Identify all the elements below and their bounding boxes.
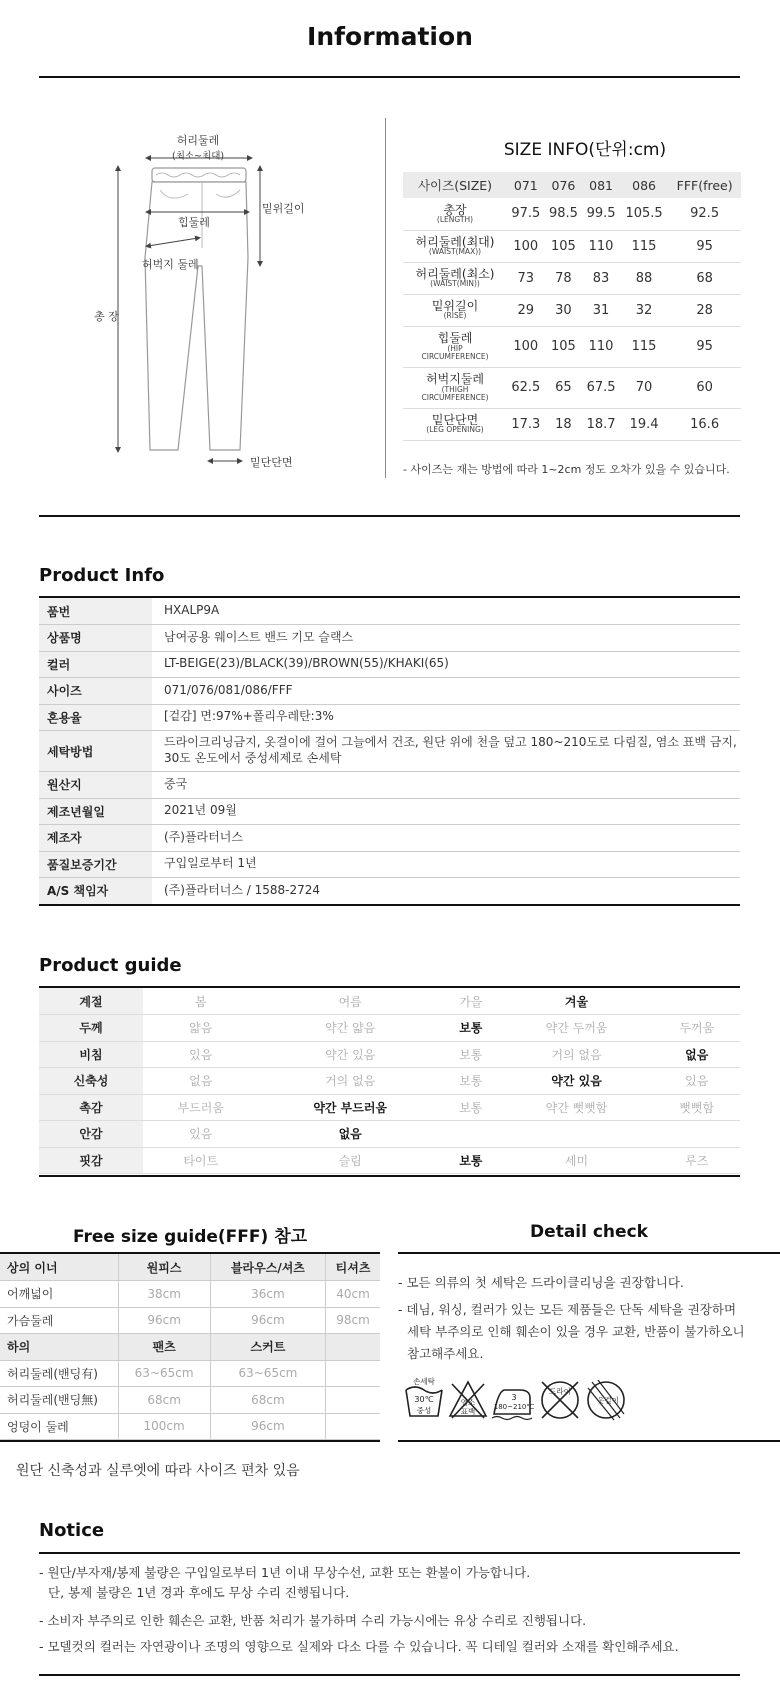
info-value: 남여공용 웨이스트 밴드 기모 슬랙스 <box>152 625 740 652</box>
guide-key: 안감 <box>39 1121 143 1148</box>
guide-option: 보통 <box>442 1068 500 1095</box>
detail-line: - 데님, 워싱, 컬러가 있는 모든 제품들은 단독 세탁을 권장하며 <box>398 1302 737 1317</box>
cell: 65 <box>545 367 583 408</box>
guide-option: 없음 <box>143 1068 258 1095</box>
notice-title: Notice <box>39 1520 105 1541</box>
info-value: (주)플라터너스 / 1588-2724 <box>152 878 740 905</box>
free-size-title: Free size guide(FFF) 참고 <box>72 1227 308 1247</box>
cell: 68 <box>668 262 741 294</box>
cell: 엉덩이 둘레 <box>0 1413 118 1440</box>
cell: 60 <box>668 367 741 408</box>
detail-line: 세탁 부주의로 인해 훼손이 있을 경우 교환, 반품이 불가하오니 <box>407 1324 745 1339</box>
cell: 29 <box>507 294 545 326</box>
cell: 30 <box>545 294 583 326</box>
guide-option <box>653 1121 740 1148</box>
guide-option: 보통 <box>442 1094 500 1121</box>
row-sublabel: (WAIST(MIN)) <box>430 279 480 289</box>
row-label: 밑단단면 <box>431 412 479 427</box>
guide-option: 약간 두꺼움 <box>500 1015 654 1042</box>
cell: 92.5 <box>668 198 741 230</box>
divider <box>398 1440 780 1442</box>
row-sublabel: CIRCUMFERENCE) <box>421 351 489 361</box>
total-length-label: 총 장 <box>94 310 119 323</box>
table-row <box>39 704 740 731</box>
info-value: LT-BEIGE(23)/BLACK(39)/BROWN(55)/KHAKI(65) <box>152 651 740 678</box>
table-header-row <box>0 1254 380 1281</box>
table-row <box>39 1094 740 1121</box>
table-row <box>39 625 740 652</box>
cell: 105 <box>545 326 583 367</box>
size-table <box>403 172 741 441</box>
cell: 17.3 <box>507 408 545 440</box>
cell: 95 <box>668 326 741 367</box>
cell: 허리둘레(밴딩無) <box>0 1387 118 1414</box>
cell: 28 <box>668 294 741 326</box>
row-sublabel: (THIGH <box>441 384 469 394</box>
cell: 110 <box>582 326 620 367</box>
info-value: 구입일로부터 1년 <box>152 851 740 878</box>
information-title: Information <box>307 22 473 51</box>
leg-opening-label: 밑단단면 <box>250 456 293 469</box>
size-note: - 사이즈는 재는 방법에 따라 1~2cm 정도 오차가 있을 수 있습니다. <box>403 463 730 476</box>
cell: 83 <box>582 262 620 294</box>
pants-size-diagram <box>90 134 380 478</box>
iron-icon: 3 180~210℃ <box>490 1378 534 1422</box>
info-value: 071/076/081/086/FFF <box>152 678 740 705</box>
table-row <box>39 598 740 625</box>
guide-option-selected: 없음 <box>653 1041 740 1068</box>
row-sublabel: (HIP <box>447 343 463 353</box>
table-row <box>39 651 740 678</box>
row-sublabel: (RISE) <box>443 311 467 321</box>
cell: 99.5 <box>582 198 620 230</box>
cell: 티셔츠 <box>326 1254 380 1281</box>
info-value: HXALP9A <box>152 598 740 625</box>
row-sublabel: CIRCUMFERENCE) <box>421 392 489 402</box>
table-row <box>0 1307 380 1334</box>
cell: 115 <box>620 326 668 367</box>
row-label: 총장 <box>443 202 467 217</box>
info-key: 원산지 <box>39 772 152 799</box>
size-header: 076 <box>545 172 583 198</box>
pants-outline-icon <box>90 138 380 478</box>
size-header: FFF(free) <box>668 172 741 198</box>
guide-option-selected: 약간 있음 <box>500 1068 654 1095</box>
cell: 100cm <box>118 1413 210 1440</box>
info-key: 품질보증기간 <box>39 851 152 878</box>
cell: 70 <box>620 367 668 408</box>
cell: 88 <box>620 262 668 294</box>
row-label: 허벅지둘레 <box>426 372 484 387</box>
table-row <box>0 1360 380 1387</box>
info-value: 중국 <box>152 772 740 799</box>
product-guide-title: Product guide <box>39 955 182 976</box>
divider <box>39 76 740 78</box>
product-info-table <box>39 598 740 905</box>
info-key: 상품명 <box>39 625 152 652</box>
cell: 63~65cm <box>210 1360 325 1387</box>
guide-key: 촉감 <box>39 1094 143 1121</box>
info-key: 제조년월일 <box>39 798 152 825</box>
guide-option: 거의 없음 <box>500 1041 654 1068</box>
table-row <box>39 731 740 772</box>
guide-option: 거의 없음 <box>258 1068 442 1095</box>
cell: 62.5 <box>507 367 545 408</box>
table-row <box>403 326 741 367</box>
table-header-row <box>0 1334 380 1361</box>
cell: 40cm <box>326 1281 380 1308</box>
info-key: 세탁방법 <box>39 731 152 772</box>
guide-option: 봄 <box>143 988 258 1015</box>
cell: 96cm <box>210 1413 325 1440</box>
detail-line: 참고해주세요. <box>407 1346 484 1361</box>
info-key: 사이즈 <box>39 678 152 705</box>
cell: 원피스 <box>118 1254 210 1281</box>
hang-dry-shade-icon: 옷걸이 <box>584 1378 628 1422</box>
size-header: 081 <box>582 172 620 198</box>
divider <box>39 515 740 517</box>
cell: 38cm <box>118 1281 210 1308</box>
cell: 68cm <box>210 1387 325 1414</box>
table-row <box>403 262 741 294</box>
guide-key: 계절 <box>39 988 143 1015</box>
guide-option-selected: 보통 <box>442 1147 500 1174</box>
cell: 67.5 <box>582 367 620 408</box>
guide-option <box>653 988 740 1015</box>
table-row <box>403 367 741 408</box>
table-row <box>39 678 740 705</box>
detail-line: - 모든 의류의 첫 세탁은 드라이클리닝을 권장합니다. <box>398 1275 684 1290</box>
table-row <box>39 1015 740 1042</box>
info-key: 컬러 <box>39 651 152 678</box>
cell: 허리둘레(밴딩有) <box>0 1360 118 1387</box>
cell <box>326 1413 380 1440</box>
detail-check-text <box>398 1272 780 1365</box>
cell <box>326 1387 380 1414</box>
row-sublabel: (WAIST(MAX)) <box>428 247 482 257</box>
cell: 100 <box>507 326 545 367</box>
cell: 95 <box>668 230 741 262</box>
table-row <box>0 1387 380 1414</box>
info-key: 제조자 <box>39 825 152 852</box>
vertical-divider <box>385 118 386 478</box>
guide-option: 보통 <box>442 1041 500 1068</box>
cell <box>326 1334 380 1361</box>
info-value: 드라이크리닝금지, 옷걸이에 걸어 그늘에서 건조, 원단 위에 천을 덮고 180~210도로 다림질, 염소 표백 금지, 30도 온도에서 중성세제로 손세탁 <box>152 731 740 772</box>
cell: 16.6 <box>668 408 741 440</box>
cell: 97.5 <box>507 198 545 230</box>
table-row <box>39 825 740 852</box>
guide-option: 가을 <box>442 988 500 1015</box>
row-label: 허리둘레(최소) <box>415 266 495 281</box>
info-value: (주)플라터너스 <box>152 825 740 852</box>
table-row <box>39 851 740 878</box>
cell: 상의 이너 <box>0 1254 118 1281</box>
info-value: 2021년 09월 <box>152 798 740 825</box>
cell: 96cm <box>210 1307 325 1334</box>
free-size-note: 원단 신축성과 실루엣에 따라 사이즈 편차 있음 <box>16 1463 300 1479</box>
row-sublabel: (LENGTH) <box>436 215 474 225</box>
table-row <box>0 1413 380 1440</box>
guide-option: 세미 <box>500 1147 654 1174</box>
table-row <box>403 230 741 262</box>
notice-line: 단, 봉제 불량은 1년 경과 후에도 무상 수리 진행됩니다. <box>48 1585 350 1600</box>
notice-line: - 소비자 부주의로 인한 훼손은 교환, 반품 처리가 불가하며 수리 가능시에는 유상 수리로 진행됩니다. <box>39 1613 587 1628</box>
guide-option: 있음 <box>143 1121 258 1148</box>
notice-line: - 모델컷의 컬러는 자연광이나 조명의 영향으로 실제와 다소 다를 수 있습니다. 꼭 디테일 컬러와 소재를 확인해주세요. <box>39 1639 679 1654</box>
cell: 어깨넓이 <box>0 1281 118 1308</box>
row-label: 허리둘레(최대) <box>415 234 495 249</box>
cell: 105 <box>545 230 583 262</box>
table-row <box>39 1068 740 1095</box>
guide-option-selected: 보통 <box>442 1015 500 1042</box>
guide-key: 두께 <box>39 1015 143 1042</box>
table-row <box>0 1281 380 1308</box>
table-row <box>403 198 741 230</box>
info-value: [겉감] 면:97%+폴리우레탄:3% <box>152 704 740 731</box>
table-row <box>39 1121 740 1148</box>
waist-label: 허리둘레 (최소~최대) <box>172 134 225 162</box>
table-row <box>403 408 741 440</box>
size-info-title: SIZE INFO(단위:cm) <box>503 140 667 160</box>
notice-text <box>39 1560 739 1660</box>
guide-option <box>442 1121 500 1148</box>
notice-line: - 원단/부자재/봉제 불량은 구입일로부터 1년 이내 무상수선, 교환 또는 환불이 가능합니다. <box>39 1565 531 1580</box>
guide-option-selected: 약간 부드러움 <box>258 1094 442 1121</box>
cell: 하의 <box>0 1334 118 1361</box>
cell: 63~65cm <box>118 1360 210 1387</box>
guide-option: 두꺼움 <box>653 1015 740 1042</box>
divider <box>39 1175 740 1177</box>
cell: 19.4 <box>620 408 668 440</box>
cell: 18 <box>545 408 583 440</box>
table-row <box>403 294 741 326</box>
guide-option: 얇음 <box>143 1015 258 1042</box>
guide-option: 있음 <box>143 1041 258 1068</box>
divider <box>39 904 740 906</box>
cell: 36cm <box>210 1281 325 1308</box>
row-sublabel: (LEG OPENING) <box>426 425 484 435</box>
guide-key: 비침 <box>39 1041 143 1068</box>
guide-key: 핏감 <box>39 1147 143 1174</box>
guide-option: 슬림 <box>258 1147 442 1174</box>
cell: 31 <box>582 294 620 326</box>
no-bleach-icon: 염소 표백 <box>446 1378 490 1422</box>
cell: 105.5 <box>620 198 668 230</box>
guide-key: 신축성 <box>39 1068 143 1095</box>
size-header: 086 <box>620 172 668 198</box>
guide-option: 있음 <box>653 1068 740 1095</box>
table-row <box>39 1041 740 1068</box>
cell: 98cm <box>326 1307 380 1334</box>
cell: 96cm <box>118 1307 210 1334</box>
guide-option: 뻣뻣함 <box>653 1094 740 1121</box>
cell: 115 <box>620 230 668 262</box>
cell: 팬츠 <box>118 1334 210 1361</box>
hand-wash-icon: 손세탁 30℃ 중성 <box>402 1378 446 1422</box>
cell: 73 <box>507 262 545 294</box>
cell: 98.5 <box>545 198 583 230</box>
row-label: 힙둘레 <box>437 331 473 346</box>
cell: 18.7 <box>582 408 620 440</box>
guide-option-selected: 겨울 <box>500 988 654 1015</box>
guide-option: 여름 <box>258 988 442 1015</box>
size-header: 071 <box>507 172 545 198</box>
guide-option: 약간 뻣뻣함 <box>500 1094 654 1121</box>
cell: 78 <box>545 262 583 294</box>
divider <box>39 1552 740 1554</box>
guide-option: 부드러움 <box>143 1094 258 1121</box>
cell <box>326 1360 380 1387</box>
product-info-title: Product Info <box>39 565 165 586</box>
info-key: 혼용율 <box>39 704 152 731</box>
thigh-label: 허벅지 둘레 <box>142 258 199 271</box>
divider <box>398 1252 780 1254</box>
cell: 스커트 <box>210 1334 325 1361</box>
table-row <box>39 878 740 905</box>
cell: 100 <box>507 230 545 262</box>
table-row <box>39 798 740 825</box>
cell: 32 <box>620 294 668 326</box>
table-row <box>39 1147 740 1174</box>
free-size-table <box>0 1254 380 1440</box>
info-key: 품번 <box>39 598 152 625</box>
product-guide-table <box>39 988 740 1174</box>
guide-option-selected: 없음 <box>258 1121 442 1148</box>
row-label: 밑위길이 <box>431 298 479 313</box>
guide-option: 루즈 <box>653 1147 740 1174</box>
cell: 68cm <box>118 1387 210 1414</box>
guide-option <box>500 1121 654 1148</box>
info-key: A/S 책임자 <box>39 878 152 905</box>
guide-option: 약간 있음 <box>258 1041 442 1068</box>
cell: 110 <box>582 230 620 262</box>
cell: 가슴둘레 <box>0 1307 118 1334</box>
detail-check-title: Detail check <box>530 1222 648 1242</box>
size-header: 사이즈(SIZE) <box>403 172 507 198</box>
divider <box>0 1440 380 1442</box>
guide-option: 약간 얇음 <box>258 1015 442 1042</box>
cell: 블라우스/셔츠 <box>210 1254 325 1281</box>
table-row <box>39 772 740 799</box>
rise-label: 밑위길이 <box>262 202 305 215</box>
table-row <box>39 988 740 1015</box>
guide-option: 타이트 <box>143 1147 258 1174</box>
no-dry-clean-icon: 드라이 <box>538 1378 582 1422</box>
hip-label: 힙둘레 <box>178 216 210 229</box>
divider <box>39 1674 740 1676</box>
